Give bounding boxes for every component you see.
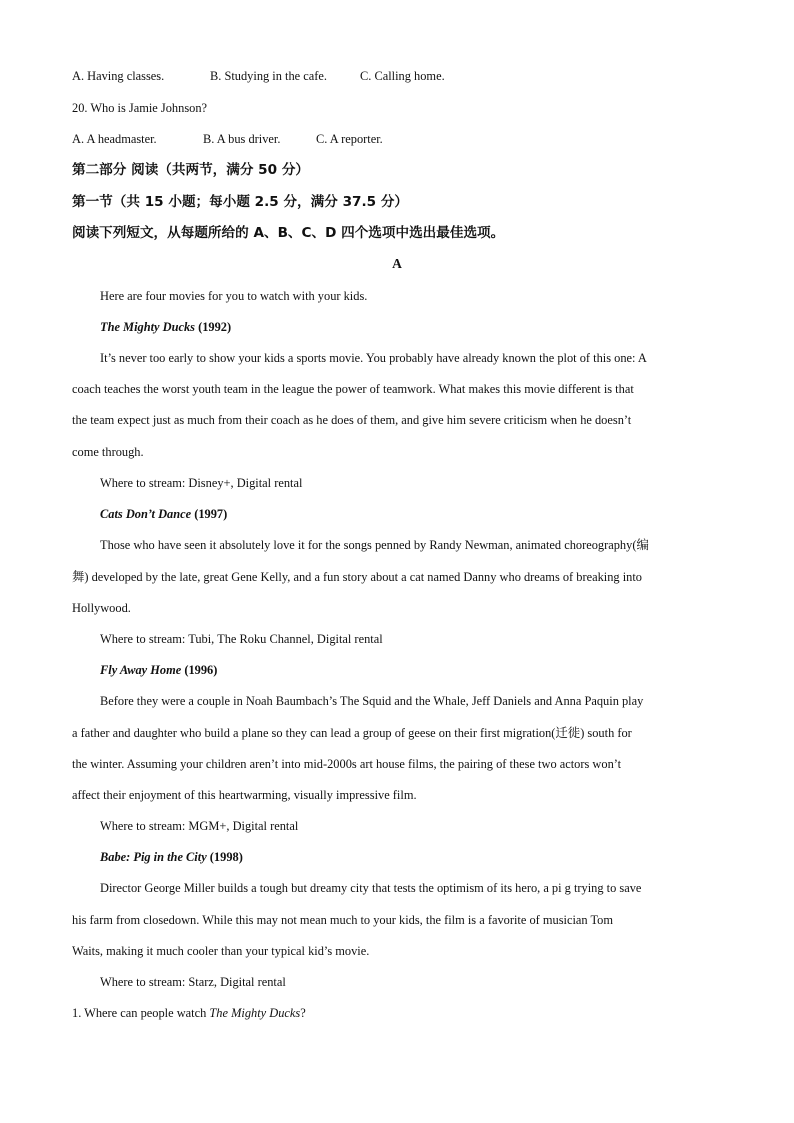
part-heading: 第二部分 阅读（共两节，满分 50 分） (72, 162, 310, 178)
movie-title-text: Cats Don’t Dance (100, 507, 192, 521)
paragraph-line: come through. (72, 445, 144, 459)
movie-year: (1992) (195, 320, 232, 334)
q1-suffix: ? (300, 1006, 306, 1020)
movie-title-cats-dont-dance (100, 506, 227, 522)
q1-prefix: 1. Where can people watch (72, 1006, 210, 1020)
stream-info: Where to stream: MGM+, Digital rental (100, 819, 299, 833)
paragraph-line: It’s never too early to show your kids a sports movie. You probably have already known the plot of this one: A (100, 351, 647, 365)
q20-option-b: B. A bus driver. (203, 132, 281, 146)
question-20: 20. Who is Jamie Johnson? (72, 101, 208, 115)
passage-intro: Here are four movies for you to watch with your kids. (100, 289, 368, 303)
movie-year: (1998) (206, 850, 243, 864)
instruction: 阅读下列短文，从每题所给的 A、B、C、D 四个选项中选出最佳选项。 (72, 225, 505, 241)
paragraph-line: Director George Miller builds a tough but dreamy city that tests the optimism of its hero, a pi g trying to save (100, 881, 642, 895)
question-1 (72, 1005, 306, 1021)
stream-info: Where to stream: Tubi, The Roku Channel, Digital rental (100, 632, 383, 646)
stream-info: Where to stream: Starz, Digital rental (100, 975, 286, 989)
paragraph-line: coach teaches the worst youth team in the league the power of teamwork. What makes this movie different is that (72, 382, 634, 396)
passage-label: A (392, 256, 402, 271)
paragraph-line: Waits, making it much cooler than your typical kid’s movie. (72, 944, 370, 958)
movie-year: (1996) (181, 663, 218, 677)
paragraph-line: a father and daughter who build a plane so they can lead a group of geese on their first migration(迁徙) south for (72, 726, 632, 740)
q19-option-b: B. Studying in the cafe. (210, 69, 328, 83)
movie-title-fly-away-home (100, 662, 217, 678)
q19-option-c: C. Calling home. (360, 69, 445, 83)
paragraph-line: 舞) developed by the late, great Gene Kelly, and a fun story about a cat named Danny who dreams of breaking into (72, 570, 643, 584)
paragraph-line: Before they were a couple in Noah Baumbach’s The Squid and the Whale, Jeff Daniels and Anna Paquin play (100, 694, 644, 708)
movie-title-text: The Mighty Ducks (100, 320, 195, 334)
movie-title-mighty-ducks (100, 319, 231, 335)
stream-info: Where to stream: Disney+, Digital rental (100, 476, 303, 490)
paragraph-line: the winter. Assuming your children aren’t into mid-2000s art house films, the pairing of these two actors won’t (72, 757, 622, 771)
paragraph-line: the team expect just as much from their coach as he does of them, and give him severe criticism when he doesn’t (72, 413, 632, 427)
movie-year: (1997) (191, 507, 228, 521)
q20-option-a: A. A headmaster. (72, 132, 157, 146)
q1-title: The Mighty Ducks (209, 1006, 301, 1020)
question-20-options (72, 131, 383, 147)
q19-option-a: A. Having classes. (72, 69, 165, 83)
paragraph-line: affect their enjoyment of this heartwarming, visually impressive film. (72, 788, 417, 802)
q20-option-c: C. A reporter. (316, 132, 383, 146)
movie-title-text: Babe: Pig in the City (100, 850, 207, 864)
movie-title-babe-pig-in-the-city (100, 849, 243, 865)
sub-heading: 第一节（共 15 小题；每小题 2.5 分，满分 37.5 分） (72, 194, 409, 210)
paragraph-line: Those who have seen it absolutely love it for the songs penned by Randy Newman, animated choreography(编 (100, 538, 649, 552)
movie-title-text: Fly Away Home (100, 663, 182, 677)
paragraph-line: his farm from closedown. While this may not mean much to your kids, the film is a favorite of musician Tom (72, 913, 614, 927)
question-19-options (72, 68, 445, 84)
paragraph-line: Hollywood. (72, 601, 131, 615)
